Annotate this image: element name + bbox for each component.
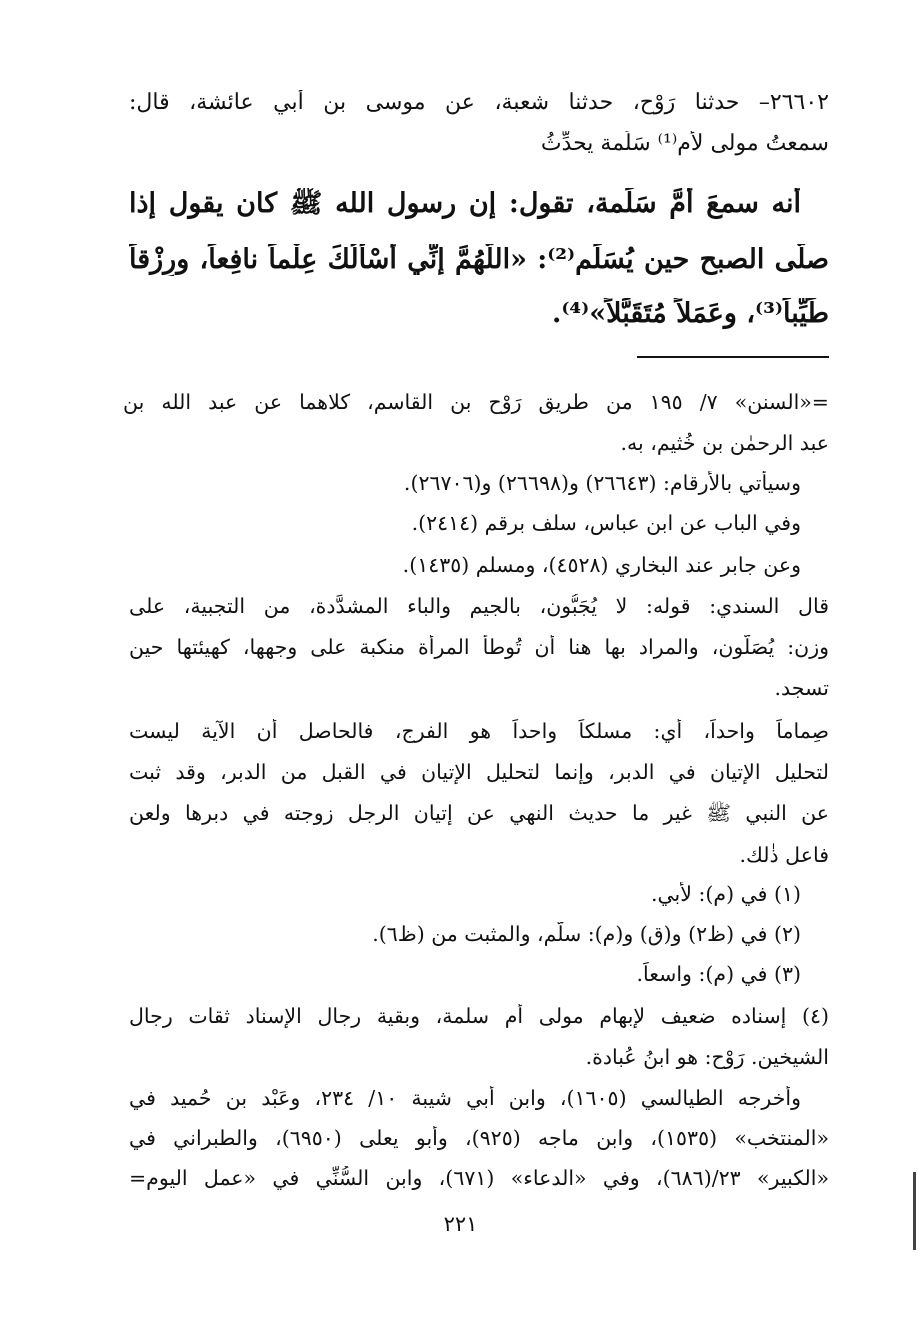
footnote-line-9: صِماماً واحداً، أي: مسلكاً واحداً هو الفرج، فالحاصل أن الآية ليست bbox=[129, 719, 829, 743]
hadith-isnad-line-2: سمعتُ مولى لأم⁽¹⁾ سَلَمة يحدِّثُ bbox=[540, 131, 829, 156]
footnote-line-7: وزن: يُصَلُّون، والمراد بها هنا أن تُوطأ المرأة منكبة على وجهها، كهيئتها حين bbox=[129, 635, 829, 659]
hadith-matn-line-3: طَيِّباً⁽³⁾، وعَمَلاً مُتَقَبَّلاً»⁽⁴⁾. bbox=[551, 298, 829, 329]
footnote-line-8: تسجد. bbox=[774, 676, 829, 700]
footnote-line-3: وسيأتي بالأرقام: (٢٦٦٤٣) و(٢٦٦٩٨) و(٢٦٧٠٦). bbox=[403, 471, 801, 495]
footnote-4-line-2: الشيخين. رَوْح: هو ابنُ عُبادة. bbox=[585, 1045, 829, 1069]
footnote-4-line-1: (٤) إسناده ضعيف لإبهام مولى أم سلمة، وبقية رجال الإسناد ثقات رجال bbox=[129, 1004, 829, 1028]
footnote-line-1: =«السنن» ٧/ ١٩٥ من طريق رَوْح بن القاسم، كلاهما عن عبد الله بن bbox=[123, 390, 829, 414]
footnote-4-line-5: «الكبير» ٢٣/(٦٨٦)، وفي «الدعاء» (٦٧١)، وابن السُّنِّي في «عمل اليوم= bbox=[129, 1166, 829, 1190]
hadith-matn-line-1: أنه سمعَ أمَّ سَلَمة، تقول: إن رسول الله ﷺ كان يقول إذا bbox=[129, 188, 801, 219]
footnote-3: (٣) في (م): واسعاً. bbox=[636, 962, 801, 986]
footnote-4-line-3: وأخرجه الطيالسي (١٦٠٥)، وابن أبي شيبة ١٠/ ٢٣٤، وعَبْد بن حُميد في bbox=[129, 1086, 801, 1110]
hadith-matn-line-2: صلَّى الصبح حين يُسَلِّم⁽²⁾: «اللَّهُمَّ إنِّي أَسْأَلُكَ عِلْماً نافِعاً، ورِزْقاً bbox=[129, 244, 829, 275]
footnote-separator bbox=[637, 356, 829, 358]
footnote-1: (١) في (م): لأبي. bbox=[650, 882, 801, 906]
footnote-line-2: عبد الرحمٰن بن خُثيم، به. bbox=[620, 431, 829, 455]
footnote-line-11: عن النبي ﷺ غير ما حديث النهي عن إتيان الرجل زوجته في دبرها ولعن bbox=[129, 801, 829, 825]
hadith-isnad-line-1: ٢٦٦٠٢– حدثنا رَوْح، حدثنا شعبة، عن موسى بن أبي عائشة، قال: bbox=[129, 90, 829, 115]
page-number: ٢٢١ bbox=[443, 1212, 478, 1236]
footnote-line-5: وعن جابر عند البخاري (٤٥٢٨)، ومسلم (١٤٣٥). bbox=[402, 553, 801, 577]
scan-edge-mark bbox=[913, 1172, 916, 1250]
footnote-line-6: قال السندي: قوله: لا يُجَبُّون، بالجيم والباء المشدَّدة، من التجبية، على bbox=[129, 594, 829, 618]
footnote-line-4: وفي الباب عن ابن عباس، سلف برقم (٢٤١٤). bbox=[411, 511, 801, 535]
footnote-line-10: لتحليل الإتيان في الدبر، وإنما لتحليل الإتيان في القبل من الدبر، وقد ثبت bbox=[129, 760, 829, 784]
footnote-2: (٢) في (ظ٢) و(ق) و(م): سلَّم، والمثبت من (ظ٦). bbox=[372, 922, 801, 946]
footnote-4-line-4: «المنتخب» (١٥٣٥)، وابن ماجه (٩٢٥)، وأبو يعلى (٦٩٥٠)، والطبراني في bbox=[129, 1126, 829, 1150]
footnote-line-12: فاعل ذٰلك. bbox=[739, 843, 829, 867]
